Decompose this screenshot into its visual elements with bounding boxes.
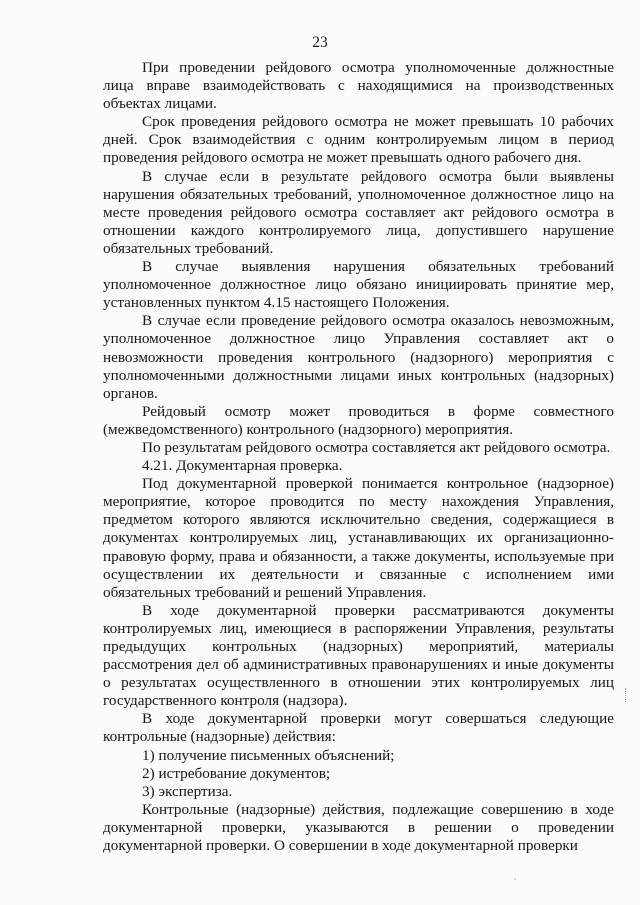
paragraph-control-actions-decision: Контрольные (надзорные) действия, подлежащие совершению в ходе документарной проверки, указываются в решении о проведении документарной проверки. О совершении в ходе документарной проверки — [103, 800, 614, 855]
paragraph-raid-interaction: При проведении рейдового осмотра уполномоченные должностные лица вправе взаимодействовать с находящимися на производственных объектах лицами. — [103, 59, 614, 113]
list-item-explanations: 1) получение письменных объяснений; — [142, 746, 395, 764]
list-item-documents: 2) истребование документов; — [142, 764, 331, 782]
paragraph-raid-act: По результатам рейдового осмотра составляется акт рейдового осмотра. — [142, 438, 611, 456]
scan-speck — [514, 878, 516, 880]
paragraph-raid-duration: Срок проведения рейдового осмотра не может превышать 10 рабочих дней. Срок взаимодействия с одним контролируемым лицом в период проведения рейдового осмотра не может превышать одного рабочего дня. — [103, 113, 614, 167]
paragraph-raid-impossible: В случае если проведение рейдового осмотра оказалось невозможным, уполномоченное должностное лицо Управления составляет акт о невозможности проведения контрольного (надзорного) мероприятия с уполномоченными должностными лицами иных контрольных (надзорных) органов. — [103, 312, 614, 402]
paragraph-violation-measures: В случае выявления нарушения обязательных требований уполномоченное должностное лицо обязано инициировать принятие мер, установленных пунктом 4.15 настоящего Положения. — [103, 258, 614, 312]
paragraph-documentary-definition: Под документарной проверкой понимается контрольное (надзорное) мероприятие, которое проводится по месту нахождения Управления, предметом которого являются исключительно сведения, содержащиеся в документах контролируемых лиц, устанавливающих их организационно-правовую форму, права и обязанности, а также документы, используемые при осуществлении их деятельности и связанные с исполнением ими обязательных требований и решений Управления. — [103, 475, 614, 601]
body-text — [103, 59, 614, 855]
paragraph-documentary-review: В ходе документарной проверки рассматриваются документы контролируемых лиц, имеющиеся в распоряжении Управления, результаты предыдущих контрольных (надзорных) мероприятий, материалы рассмотрения дел об административных правонарушениях и иные документы о результатах осуществленного в отношении этих контролируемых лиц государственного контроля (надзора). — [103, 601, 614, 710]
paragraph-control-actions-intro: В ходе документарной проверки могут совершаться следующие контрольные (надзорные) действия: — [103, 710, 614, 746]
page-number: 23 — [312, 34, 328, 51]
paragraph-raid-violations-act: В случае если в результате рейдового осмотра были выявлены нарушения обязательных требований, уполномоченное должностное лицо на месте проведения рейдового осмотра составляет акт рейдового осмотра в отношении каждого контролируемого лица, допустившего нарушение обязательных требований. — [103, 167, 614, 257]
paragraph-joint-raid: Рейдовый осмотр может проводиться в форме совместного (межведомственного) контрольного (надзорного) мероприятия. — [103, 402, 614, 438]
section-heading-4-21: 4.21. Документарная проверка. — [142, 457, 343, 475]
scan-margin-mark — [625, 688, 628, 702]
list-item-expertise: 3) экспертиза. — [142, 782, 233, 800]
